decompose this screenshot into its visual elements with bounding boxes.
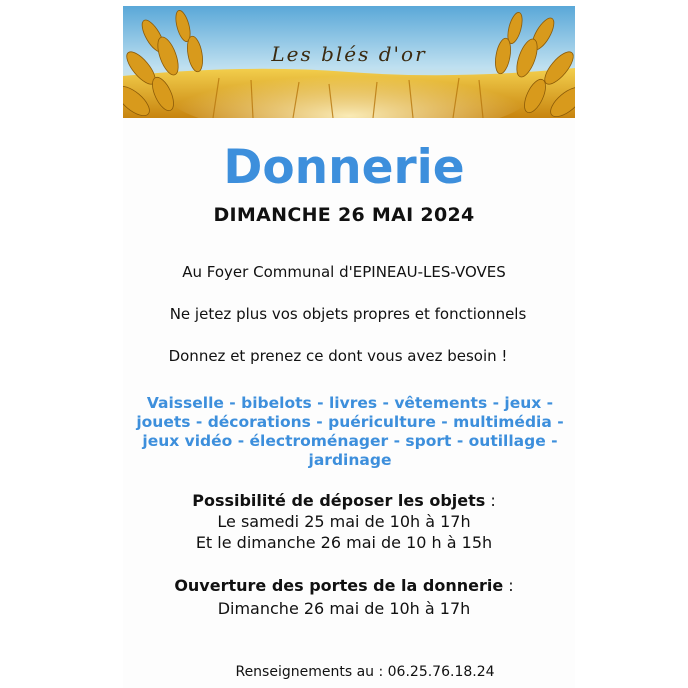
tagline-1: Ne jetez plus vos objets propres et fonctionnels xyxy=(169,305,527,323)
categories-line: jardinage xyxy=(308,451,392,469)
categories-line: jouets - décorations - puériculture - multimédia - xyxy=(136,413,564,431)
event-date: DIMANCHE 26 MAI 2024 xyxy=(213,204,475,226)
opening-heading xyxy=(0,575,688,596)
opening-heading-text: Ouverture des portes de la donnerie xyxy=(174,576,504,595)
categories-list xyxy=(130,394,570,470)
deposit-line-2: Et le dimanche 26 mai de 10 h à 15h xyxy=(195,533,493,552)
opening-section xyxy=(0,575,688,619)
deposit-heading-text: Possibilité de déposer les objets xyxy=(192,491,486,510)
deposit-line-1: Le samedi 25 mai de 10h à 17h xyxy=(217,512,471,531)
banner-title: Les blés d'or xyxy=(271,42,427,66)
categories-line: Vaisselle - bibelots - livres - vêtements - jeux - xyxy=(146,394,554,412)
page-title: Donnerie xyxy=(223,140,465,195)
deposit-heading xyxy=(0,490,688,511)
location-text: Au Foyer Communal d'EPINEAU-LES-VOVES xyxy=(182,263,506,281)
wheat-banner xyxy=(123,6,575,118)
contact-info: Renseignements au : 06.25.76.18.24 xyxy=(235,664,495,680)
categories-line: jeux vidéo - électroménager - sport - outillage - xyxy=(142,432,558,450)
deposit-heading-colon: : xyxy=(485,491,496,510)
opening-heading-colon: : xyxy=(503,576,514,595)
tagline-2: Donnez et prenez ce dont vous avez besoin ! xyxy=(168,347,508,365)
opening-line-1: Dimanche 26 mai de 10h à 17h xyxy=(217,599,471,618)
deposit-section xyxy=(0,490,688,553)
